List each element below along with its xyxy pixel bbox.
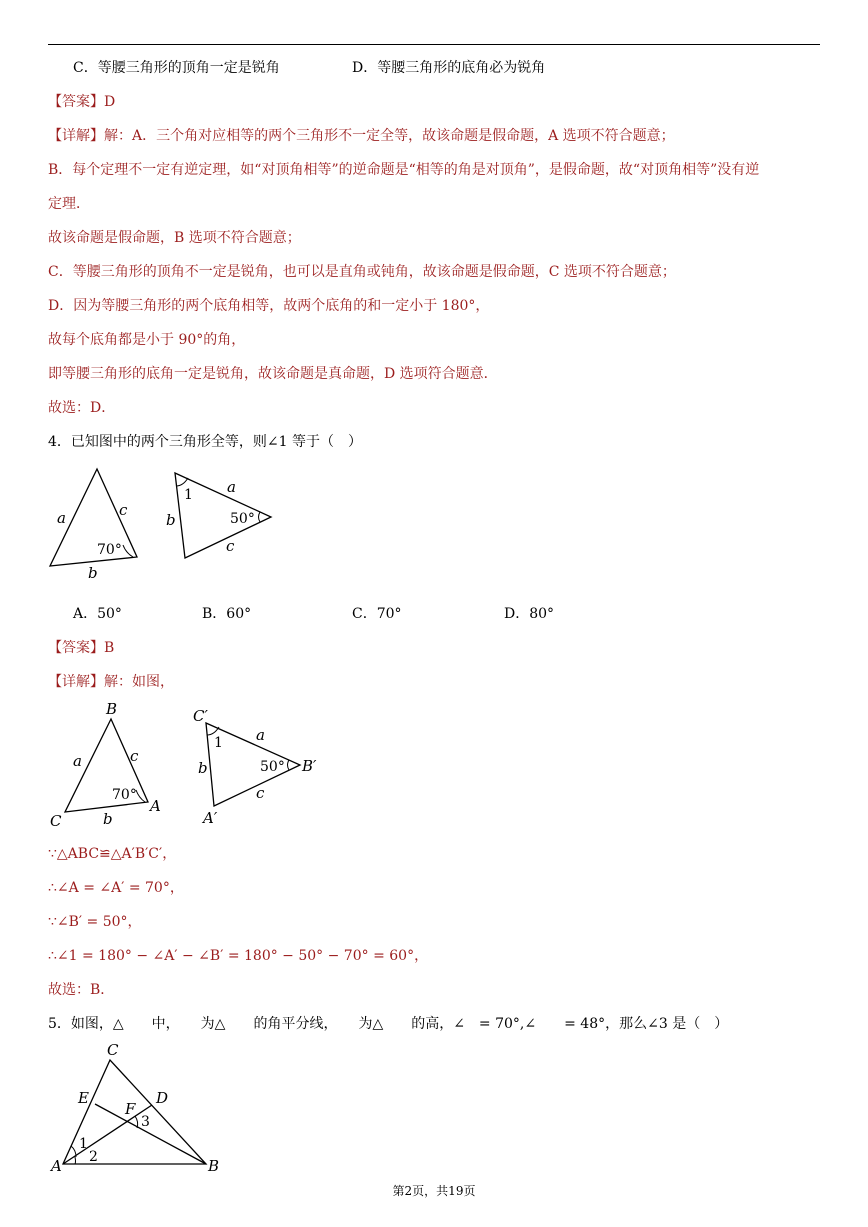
page-footer: 第2页，共19页 (392, 1184, 476, 1198)
q3-detail-line: B．每个定理不一定有逆定理，如“对顶角相等”的逆命题是“相等的角是对顶角”，是假命题，故“对顶角相等”没有逆 (48, 162, 760, 178)
vertex-label-b-prime: B′ (302, 757, 317, 775)
side-label-b: b (198, 759, 208, 777)
point-label-e: E (78, 1089, 89, 1107)
q4-answer: 【答案】B (48, 640, 115, 656)
vertex-label-a-prime: A′ (203, 809, 218, 827)
angle-label-1: 1 (79, 1136, 88, 1152)
q3-answer: 【答案】D (48, 94, 116, 110)
angle-label-70: 70° (97, 542, 122, 558)
point-label-b: B (208, 1157, 220, 1175)
q4-option-d: D．80° (504, 606, 555, 622)
side-label-c: c (256, 784, 265, 802)
side-label-a: a (227, 478, 236, 496)
q3-detail-line: D．因为等腰三角形的两个底角相等，故两个底角的和一定小于 180°， (48, 298, 490, 314)
angle-label-50: 50° (230, 511, 255, 527)
segment-altitude-be (95, 1104, 206, 1164)
q3-detail-line: 故每个底角都是小于 90°的角， (48, 332, 246, 348)
q4-conclusion: 故选：B． (48, 982, 115, 998)
angle-label-2: 2 (89, 1149, 98, 1165)
q3-detail-line: 故该命题是假命题，B 选项不符合题意； (48, 230, 301, 246)
q3-detail-line: 即等腰三角形的底角一定是锐角，故该命题是真命题，D 选项符合题意． (48, 366, 498, 382)
q4-option-a: A．50° (73, 606, 122, 622)
point-label-c: C (107, 1041, 119, 1059)
side-label-c: c (226, 537, 235, 555)
side-label-b: b (88, 564, 98, 582)
q4-step: ∴∠A = ∠A′ = 70°， (48, 880, 184, 896)
angle-label-50: 50° (260, 759, 285, 775)
q5-question: 5．如图，△ 中， 为△ 的角平分线， 为△ 的高，∠ = 70°,∠ = 48°，那么∠3 是（ ） (48, 1016, 729, 1032)
q4-detail-intro: 【详解】解：如图， (48, 674, 174, 690)
q3-detail-line: C．等腰三角形的顶角不一定是锐角，也可以是直角或钝角，故该命题是假命题，C 选项不符合题意； (48, 264, 676, 280)
q4-option-b: B．60° (202, 606, 252, 622)
point-label-f: F (125, 1100, 136, 1118)
side-label-a: a (73, 752, 82, 770)
point-label-d: D (156, 1089, 169, 1107)
side-label-c: c (130, 747, 139, 765)
point-label-a: A (51, 1157, 62, 1175)
angle-label-70: 70° (112, 787, 137, 803)
side-label-a: a (256, 726, 265, 744)
angle-label-1: 1 (214, 735, 223, 751)
vertex-label-b: B (106, 700, 118, 718)
angle-arc-2 (75, 1157, 76, 1164)
q3-conclusion: 故选：D． (48, 400, 116, 416)
angle-label-1: 1 (184, 487, 193, 503)
q4-step: ∵△ABC≌△A′B′C′， (48, 846, 177, 862)
angle-label-3: 3 (141, 1114, 150, 1130)
vertex-label-c: C (50, 812, 62, 830)
q3-option-c: C．等腰三角形的顶角一定是锐角 (73, 60, 280, 76)
q4-option-c: C．70° (352, 606, 402, 622)
q4-question: 4．已知图中的两个三角形全等，则∠1 等于（ ） (48, 434, 362, 450)
q3-detail-line: 定理． (48, 196, 90, 212)
q3-detail-line: 【详解】解：A．三个角对应相等的两个三角形不一定全等，故该命题是假命题，A 选项不符合题意； (48, 128, 675, 144)
side-label-b: b (103, 810, 113, 828)
side-label-b: b (166, 511, 176, 529)
vertex-label-a: A (150, 797, 161, 815)
q4-step: ∵∠B′ = 50°， (48, 914, 142, 930)
side-label-c: c (119, 501, 128, 519)
vertex-label-c-prime: C′ (193, 707, 208, 725)
q3-option-d: D．等腰三角形的底角必为锐角 (352, 60, 546, 76)
side-label-a: a (57, 509, 66, 527)
q4-step: ∴∠1 = 180° − ∠A′ − ∠B′ = 180° − 50° − 70° = 60°， (48, 948, 429, 964)
